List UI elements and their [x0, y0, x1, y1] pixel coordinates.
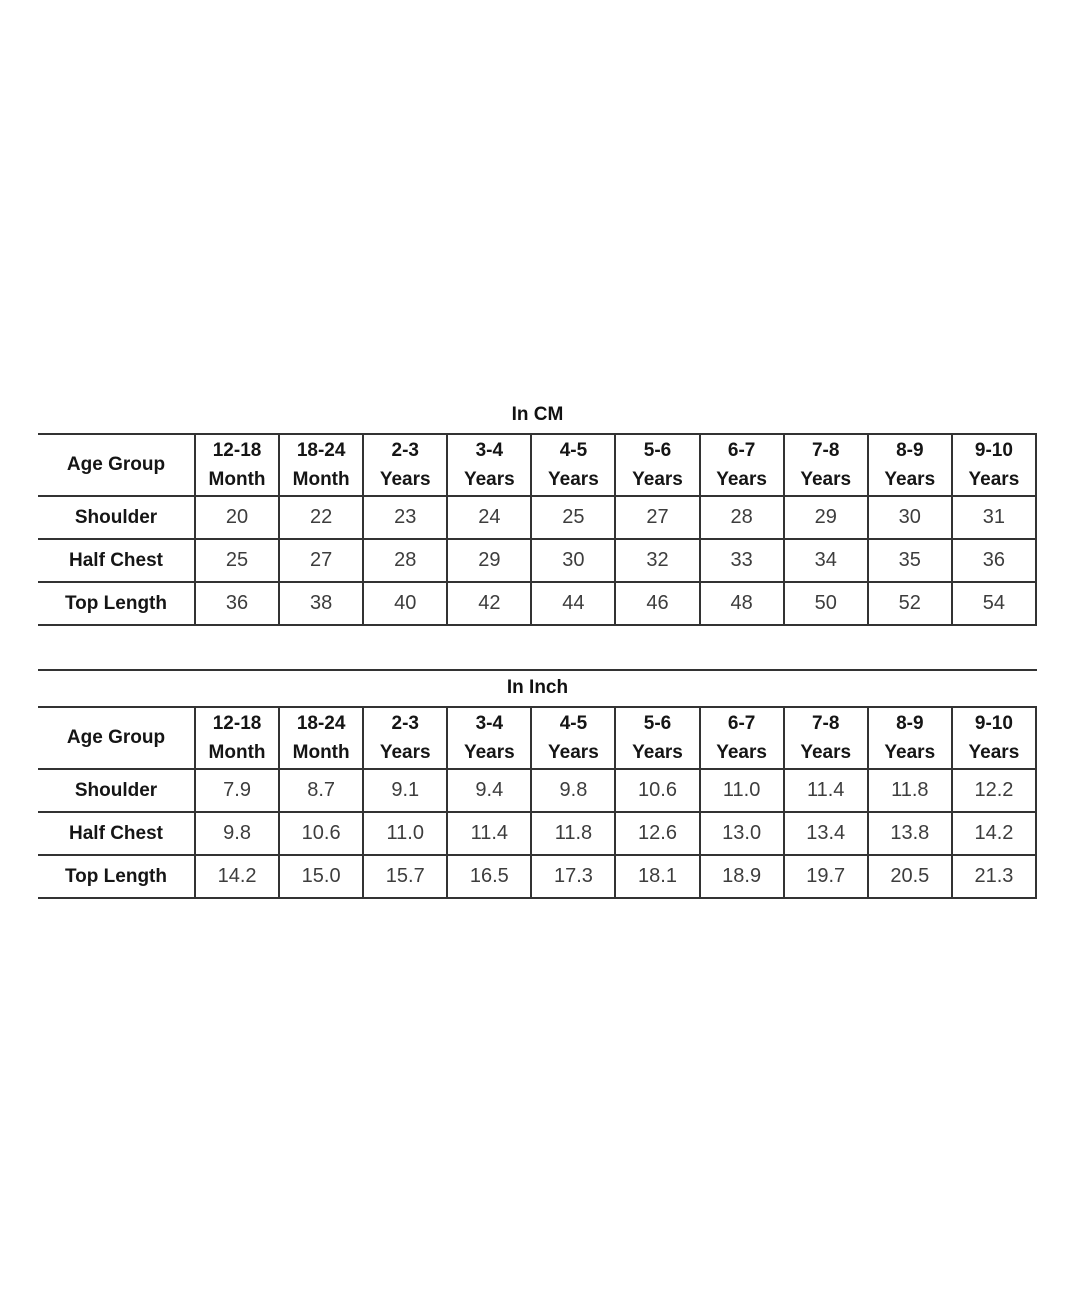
age-group-header: Age Group: [38, 707, 195, 769]
size-value-cell: 9.1: [363, 769, 447, 812]
size-value-cell: 11.0: [700, 769, 784, 812]
age-column-header: [195, 434, 279, 496]
size-value-cell: 12.6: [615, 812, 699, 855]
age-column-header: [952, 707, 1036, 769]
table-title-cm: In CM: [511, 404, 564, 425]
age-unit-label: Years: [632, 742, 683, 763]
age-column-header: [700, 434, 784, 496]
size-value-cell: 19.7: [784, 855, 868, 898]
size-value-cell: 33: [700, 539, 784, 582]
age-column-header: [195, 707, 279, 769]
size-value-cell: 21.3: [952, 855, 1036, 898]
size-value-cell: 7.9: [195, 769, 279, 812]
age-column-header: [868, 434, 952, 496]
size-value-cell: 24: [447, 496, 531, 539]
size-table-inch-section: [38, 669, 1037, 899]
age-range-label: 5-6: [643, 713, 672, 734]
age-unit-label: Month: [208, 469, 266, 490]
size-value-cell: 25: [531, 496, 615, 539]
age-unit-label: Years: [968, 742, 1020, 763]
age-column-header: [784, 707, 868, 769]
size-table-inch: [38, 706, 1037, 899]
size-value-cell: 18.1: [615, 855, 699, 898]
age-range-label: 8-9: [896, 713, 924, 734]
header-row: [38, 707, 1036, 769]
age-unit-label: Years: [548, 742, 599, 763]
size-value-cell: 28: [363, 539, 447, 582]
age-column-header: [531, 707, 615, 769]
size-value-cell: 44: [531, 582, 615, 625]
size-value-cell: 10.6: [615, 769, 699, 812]
row-label: Half Chest: [38, 539, 195, 582]
size-value-cell: 14.2: [195, 855, 279, 898]
age-range-label: 18-24: [296, 713, 346, 734]
table-header: [38, 707, 1036, 769]
size-value-cell: 29: [447, 539, 531, 582]
measurement-row: [38, 539, 1036, 582]
size-value-cell: 17.3: [531, 855, 615, 898]
age-unit-label: Years: [632, 469, 683, 490]
size-value-cell: 18.9: [700, 855, 784, 898]
row-label: Top Length: [38, 855, 195, 898]
size-value-cell: 30: [531, 539, 615, 582]
age-range-label: 4-5: [559, 440, 588, 461]
age-range-label: 12-18: [212, 440, 262, 461]
size-value-cell: 13.0: [700, 812, 784, 855]
age-unit-label: Years: [463, 469, 515, 490]
age-column-header: [615, 707, 699, 769]
age-unit-label: Month: [292, 469, 350, 490]
age-column-header: [279, 707, 363, 769]
age-column-header: [447, 434, 531, 496]
size-value-cell: 9.4: [447, 769, 531, 812]
size-value-cell: 16.5: [447, 855, 531, 898]
row-label: Top Length: [38, 582, 195, 625]
size-value-cell: 31: [952, 496, 1036, 539]
header-row: [38, 434, 1036, 496]
age-range-label: 7-8: [811, 713, 840, 734]
size-value-cell: 52: [868, 582, 952, 625]
age-range-label: 12-18: [212, 713, 262, 734]
age-unit-label: Years: [716, 742, 767, 763]
size-value-cell: 35: [868, 539, 952, 582]
size-value-cell: 11.0: [363, 812, 447, 855]
size-value-cell: 12.2: [952, 769, 1036, 812]
size-value-cell: 40: [363, 582, 447, 625]
age-column-header: [868, 707, 952, 769]
age-range-label: 3-4: [475, 440, 504, 461]
age-unit-label: Years: [548, 469, 599, 490]
age-range-label: 5-6: [643, 440, 672, 461]
age-range-label: 7-8: [811, 440, 840, 461]
size-value-cell: 22: [279, 496, 363, 539]
age-column-header: [363, 434, 447, 496]
age-unit-label: Years: [379, 742, 431, 763]
measurement-row: [38, 855, 1036, 898]
size-value-cell: 42: [447, 582, 531, 625]
row-label: Half Chest: [38, 812, 195, 855]
age-group-header: Age Group: [38, 434, 195, 496]
size-value-cell: 13.4: [784, 812, 868, 855]
size-value-cell: 11.4: [447, 812, 531, 855]
size-value-cell: 27: [279, 539, 363, 582]
size-table-cm-section: [38, 404, 1037, 626]
size-value-cell: 36: [195, 582, 279, 625]
age-range-label: 2-3: [391, 440, 419, 461]
size-value-cell: 50: [784, 582, 868, 625]
size-value-cell: 36: [952, 539, 1036, 582]
size-value-cell: 11.8: [531, 812, 615, 855]
size-value-cell: 23: [363, 496, 447, 539]
table-body: [38, 496, 1036, 625]
age-column-header: [784, 434, 868, 496]
age-unit-label: Years: [800, 742, 852, 763]
table-header: [38, 434, 1036, 496]
size-value-cell: 54: [952, 582, 1036, 625]
age-unit-label: Years: [716, 469, 767, 490]
age-unit-label: Years: [463, 742, 515, 763]
size-value-cell: 28: [700, 496, 784, 539]
age-unit-label: Years: [884, 469, 936, 490]
age-column-header: [700, 707, 784, 769]
measurement-row: [38, 496, 1036, 539]
size-value-cell: 20.5: [868, 855, 952, 898]
measurement-row: [38, 769, 1036, 812]
age-range-label: 18-24: [296, 440, 346, 461]
age-column-header: [531, 434, 615, 496]
size-value-cell: 38: [279, 582, 363, 625]
size-value-cell: 25: [195, 539, 279, 582]
table-title-inch: In Inch: [506, 677, 569, 698]
size-value-cell: 14.2: [952, 812, 1036, 855]
age-unit-label: Month: [208, 742, 266, 763]
size-value-cell: 9.8: [531, 769, 615, 812]
age-range-label: 9-10: [974, 440, 1013, 461]
size-chart-page: [38, 404, 1037, 899]
size-value-cell: 13.8: [868, 812, 952, 855]
size-value-cell: 11.4: [784, 769, 868, 812]
age-column-header: [279, 434, 363, 496]
size-value-cell: 34: [784, 539, 868, 582]
age-range-label: 6-7: [727, 713, 756, 734]
size-value-cell: 15.0: [279, 855, 363, 898]
age-unit-label: Month: [292, 742, 350, 763]
size-value-cell: 48: [700, 582, 784, 625]
age-column-header: [615, 434, 699, 496]
size-value-cell: 27: [615, 496, 699, 539]
age-unit-label: Years: [379, 469, 431, 490]
age-range-label: 9-10: [974, 713, 1013, 734]
age-unit-label: Years: [884, 742, 936, 763]
age-unit-label: Years: [800, 469, 852, 490]
table-body: [38, 769, 1036, 898]
row-label: Shoulder: [38, 496, 195, 539]
measurement-row: [38, 812, 1036, 855]
size-value-cell: 10.6: [279, 812, 363, 855]
age-unit-label: Years: [968, 469, 1020, 490]
size-value-cell: 30: [868, 496, 952, 539]
age-column-header: [952, 434, 1036, 496]
size-value-cell: 20: [195, 496, 279, 539]
age-range-label: 4-5: [559, 713, 588, 734]
age-range-label: 3-4: [475, 713, 504, 734]
size-value-cell: 46: [615, 582, 699, 625]
age-column-header: [447, 707, 531, 769]
size-value-cell: 11.8: [868, 769, 952, 812]
age-range-label: 6-7: [727, 440, 756, 461]
size-table-cm: [38, 433, 1037, 626]
size-value-cell: 15.7: [363, 855, 447, 898]
measurement-row: [38, 582, 1036, 625]
age-range-label: 8-9: [896, 440, 924, 461]
size-value-cell: 32: [615, 539, 699, 582]
size-value-cell: 8.7: [279, 769, 363, 812]
size-value-cell: 9.8: [195, 812, 279, 855]
row-label: Shoulder: [38, 769, 195, 812]
age-range-label: 2-3: [391, 713, 419, 734]
age-column-header: [363, 707, 447, 769]
size-value-cell: 29: [784, 496, 868, 539]
